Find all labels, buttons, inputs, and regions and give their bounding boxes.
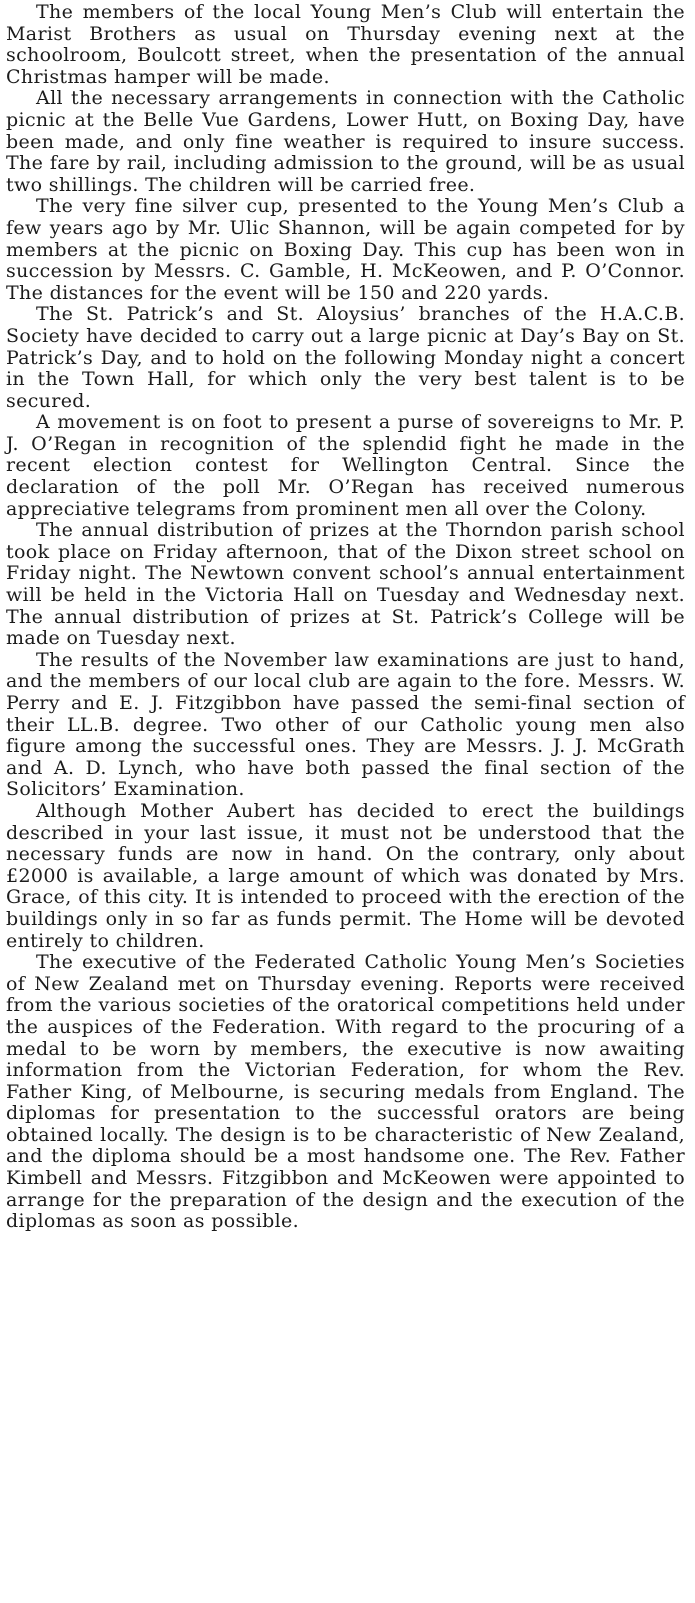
paragraph-federated-executive: The executive of the Federated Catholic Young Men’s Societies of New Zealand met on Thursday evening. Reports were received from the various societies of the oratorical competitions held under the auspices of the Federation. With regard to the procuring of a medal to be worn by members, the executive is now awaiting information from the Victorian Federation, for whom the Rev. Father King, of Melbourne, is securing medals from England. The diplomas for presentation to the successful orators are being obtained locally. The design is to be characteristic of New Zealand, and the diploma should be a most handsome one. The Rev. Father Kimbell and Messrs. Fitzgibbon and McKeowen were appointed to arrange for the preparation of the design and the execution of the diplomas as soon as possible.	[6, 951, 685, 1233]
paragraph-mother-aubert: Although Mother Aubert has decided to erect the buildings described in your last issue, it must not be understood that the necessary funds are now in hand. On the contrary, only about £2000 is available, a large amount of which was donated by Mrs. Grace, of this city. It is intended to proceed with the erection of the buildings only in so far as funds permit. The Home will be devoted entirely to children.	[6, 799, 685, 952]
paragraph-young-mens-club: The members of the local Young Men’s Club will entertain the Marist Brothers as usual on Thursday evening next at the schoolroom, Boulcott street, when the presentation of the annual Christmas hamper will be made.	[6, 1, 685, 88]
paragraph-hacb-society: The St. Patrick’s and St. Aloysius’ branches of the H.A.C.B. Society have decided to carry out a large picnic at Day’s Bay on St. Patrick’s Day, and to hold on the following Monday night a concert in the Town Hall, for which only the very best talent is to be secured.	[6, 303, 685, 412]
paragraph-prize-distribution: The annual distribution of prizes at the Thorndon parish school took place on Friday afternoon, that of the Dixon street school on Friday night. The Newtown convent school’s annual entertainment will be held in the Victoria Hall on Tuesday and Wednesday next. The annual distribution of prizes at St. Patrick’s College will be made on Tuesday next.	[6, 519, 685, 650]
paragraph-catholic-picnic: All the necessary arrangements in connection with the Catholic picnic at the Belle Vue Gardens, Lower Hutt, on Boxing Day, have been made, and only fine weather is required to insure success. The fare by rail, including admission to the ground, will be as usual two shillings. The children will be carried free.	[6, 87, 685, 196]
paragraph-silver-cup: The very fine silver cup, presented to the Young Men’s Club a few years ago by Mr. Ulic Shannon, will be again competed for by members at the picnic on Boxing Day. This cup has been won in succession by Messrs. C. Gamble, H. McKeowen, and P. O’Connor. The distances for the event will be 150 and 220 yards.	[6, 195, 685, 304]
paragraph-oregan-purse: A movement is on foot to present a purse of sovereigns to Mr. P. J. O’Regan in recognition of the splendid fight he made in the recent election contest for Wellington Central. Since the declaration of the poll Mr. O’Regan has received numerous appreciative telegrams from prominent men all over the Colony.	[6, 411, 685, 520]
paragraph-law-examinations: The results of the November law examinations are just to hand, and the members of our local club are again to the fore. Messrs. W. Perry and E. J. Fitzgibbon have passed the semi-final section of their LL.B. degree. Two other of our Catholic young men also figure among the successful ones. They are Messrs. J. J. McGrath and A. D. Lynch, who have both passed the final section of the Solicitors’ Examination.	[6, 648, 685, 801]
